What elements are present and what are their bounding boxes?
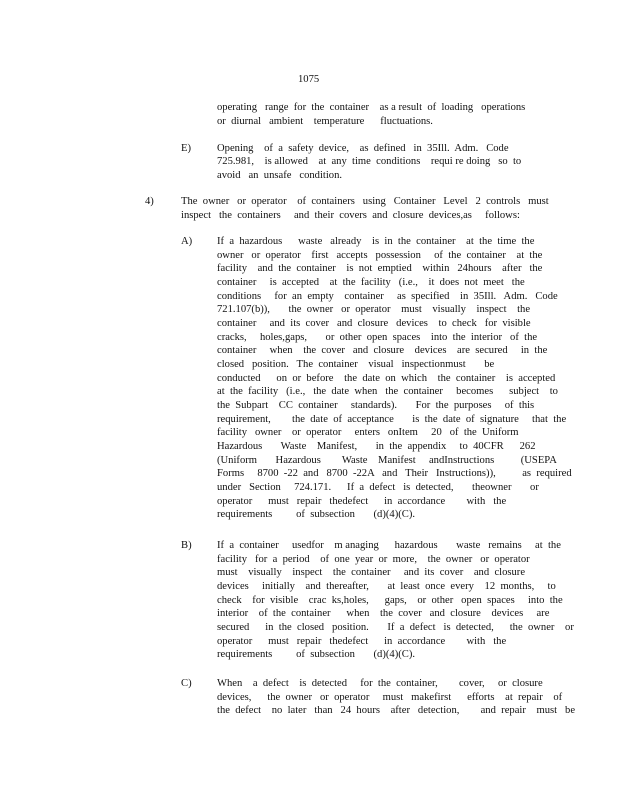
text-line: facility for a period of one year or more, the owner or operator [217,554,530,565]
text-line: conditions for an empty container as specified in 35Ill. Adm. Code [217,291,558,302]
text-line: operator must repair thedefect in accordance with the [217,496,507,507]
text-line: If a container usedfor m anaging hazardous waste remains at the [217,540,561,551]
text-line: requirement, the date of acceptance is the date of signature that the [217,414,567,425]
text-line: closed position. The container visual inspectionmust be [217,359,495,370]
text-line: the Subpart CC container standards). For the purposes of this [217,400,535,411]
text-line: owner or operator first accepts possession of the container at the [217,250,543,261]
text-line: requirements of subsection (d)(4)(C). [217,649,415,660]
text-line: 725.981, is allowed at any time conditions requi re doing so to [217,156,522,167]
text-line: The owner or operator of containers using Container Level 2 controls must [181,196,549,207]
text-line: interior of the container when the cover and closure devices are [217,608,550,619]
text-line: under Section 724.171. If a defect is detected, theowner or [217,482,539,493]
text-line: When a defect is detected for the container, cover, or closure [217,678,543,689]
text-line: or diurnal ambient temperature fluctuations. [217,116,433,127]
section-label: 4) [145,196,154,207]
text-line: facility owner or operator enters onItem 20 of the Uniform [217,427,519,438]
text-line: check for visible crac ks,holes, gaps, or other open spaces into the [217,595,563,606]
item-label: E) [181,143,191,154]
text-line: must visually inspect the container and its cover and closure [217,567,526,578]
text-line: devices initially and thereafter, at least once every 12 months, to [217,581,556,592]
text-line: container and its cover and closure devices to check for visible [217,318,531,329]
text-line: the defect no later than 24 hours after detection, and repair must be [217,705,576,716]
item-label: C) [181,678,192,689]
text-line: Forms 8700 -22 and 8700 -22A and Their Instructions)), as required [217,468,572,479]
text-line: operator must repair thedefect in accordance with the [217,636,507,647]
text-line: devices, the owner or operator must makefirst efforts at repair of [217,692,563,703]
text-line: facility and the container is not emptied within 24hours after the [217,263,543,274]
text-line: operating range for the container as a result of loading operations [217,102,526,113]
text-line: at the facility (i.e., the date when the container becomes subject to [217,386,558,397]
text-line: cracks, holes,gaps, or other open spaces into the interior of the [217,332,538,343]
text-line: Hazardous Waste Manifest, in the appendix to 40CFR 262 [217,441,536,452]
text-line: inspect the containers and their covers and closure devices,as follows: [181,210,520,221]
item-label: B) [181,540,192,551]
item-label: A) [181,236,193,247]
text-line: conducted on or before the date on which the container is accepted [217,373,556,384]
text-line: secured in the closed position. If a defect is detected, the owner or [217,622,574,633]
text-line: (Uniform Hazardous Waste Manifest andInstructions (USEPA [217,455,557,466]
text-line: container is accepted at the facility (i.e., it does not meet the [217,277,525,288]
text-line: avoid an unsafe condition. [217,170,343,181]
text-line: requirements of subsection (d)(4)(C). [217,509,415,520]
text-line: container when the cover and closure devices are secured in the [217,345,548,356]
text-line: Opening of a safety device, as defined in 35Ill. Adm. Code [217,143,509,154]
text-line: 721.107(b)), the owner or operator must visually inspect the [217,304,531,315]
text-line: If a hazardous waste already is in the container at the time the [217,236,535,247]
page-number: 1075 [298,74,320,85]
